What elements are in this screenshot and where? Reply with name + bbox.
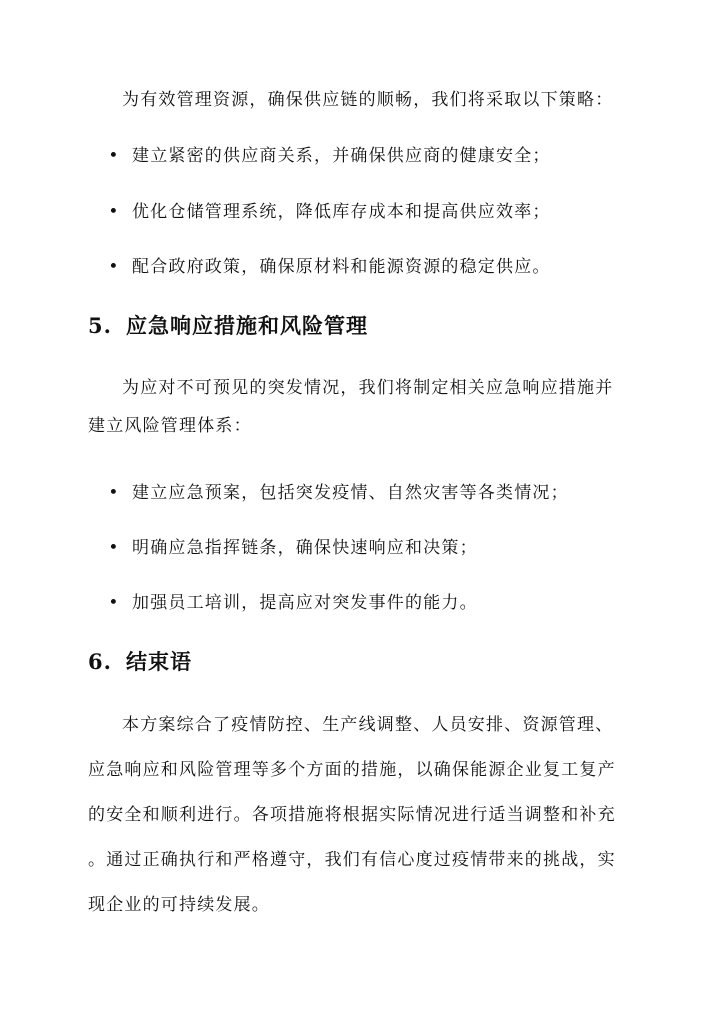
bullet-icon: • — [108, 202, 120, 222]
section-number: 5. — [88, 313, 112, 338]
list-item — [108, 479, 648, 507]
paragraph-line: 本方案综合了疫情防控、生产线调整、人员安排、资源管理、 — [122, 715, 614, 735]
section-paragraph — [88, 711, 636, 919]
section-title: 结束语 — [126, 649, 192, 674]
paragraph-line: 。通过正确执行和严格遵守，我们有信心度过疫情带来的挑战，实 — [88, 850, 616, 870]
bullet-icon: • — [108, 593, 120, 613]
section-heading — [88, 646, 636, 678]
list-item — [108, 253, 648, 281]
section-paragraph — [88, 374, 636, 440]
intro-line: 为有效管理资源，确保供应链的顺畅，我们将采取以下策略： — [122, 90, 614, 110]
section-title: 应急响应措施和风险管理 — [126, 313, 368, 338]
paragraph-line: 的安全和顺利进行。各项措施将根据实际情况进行适当调整和补充 — [88, 805, 616, 825]
paragraph-line: 应急响应和风险管理等多个方面的措施，以确保能源企业复工复产 — [88, 760, 616, 780]
list-item-text: 加强员工培训，提高应对突发事件的能力。 — [132, 593, 478, 613]
bullet-icon: • — [108, 146, 120, 166]
paragraph-line: 建立风险管理体系： — [88, 416, 252, 436]
section-number: 6. — [88, 649, 112, 674]
list-item — [108, 589, 648, 617]
section-heading — [88, 310, 636, 342]
list-item — [108, 142, 648, 170]
intro-paragraph — [88, 86, 636, 114]
list-item — [108, 198, 648, 226]
list-item-text: 优化仓储管理系统，降低库存成本和提高供应效率； — [132, 202, 551, 222]
list-item-text: 明确应急指挥链条，确保快速响应和决策； — [132, 538, 478, 558]
list-item-text: 建立紧密的供应商关系，并确保供应商的健康安全； — [132, 146, 551, 166]
paragraph-line: 现企业的可持续发展。 — [88, 895, 270, 915]
list-item-text: 建立应急预案，包括突发疫情、自然灾害等各类情况； — [132, 483, 569, 503]
list-item — [108, 534, 648, 562]
paragraph-line: 为应对不可预见的突发情况，我们将制定相关应急响应措施并 — [122, 378, 614, 398]
bullet-icon: • — [108, 483, 120, 503]
bullet-icon: • — [108, 538, 120, 558]
bullet-icon: • — [108, 257, 120, 277]
list-item-text: 配合政府政策，确保原材料和能源资源的稳定供应。 — [132, 257, 551, 277]
